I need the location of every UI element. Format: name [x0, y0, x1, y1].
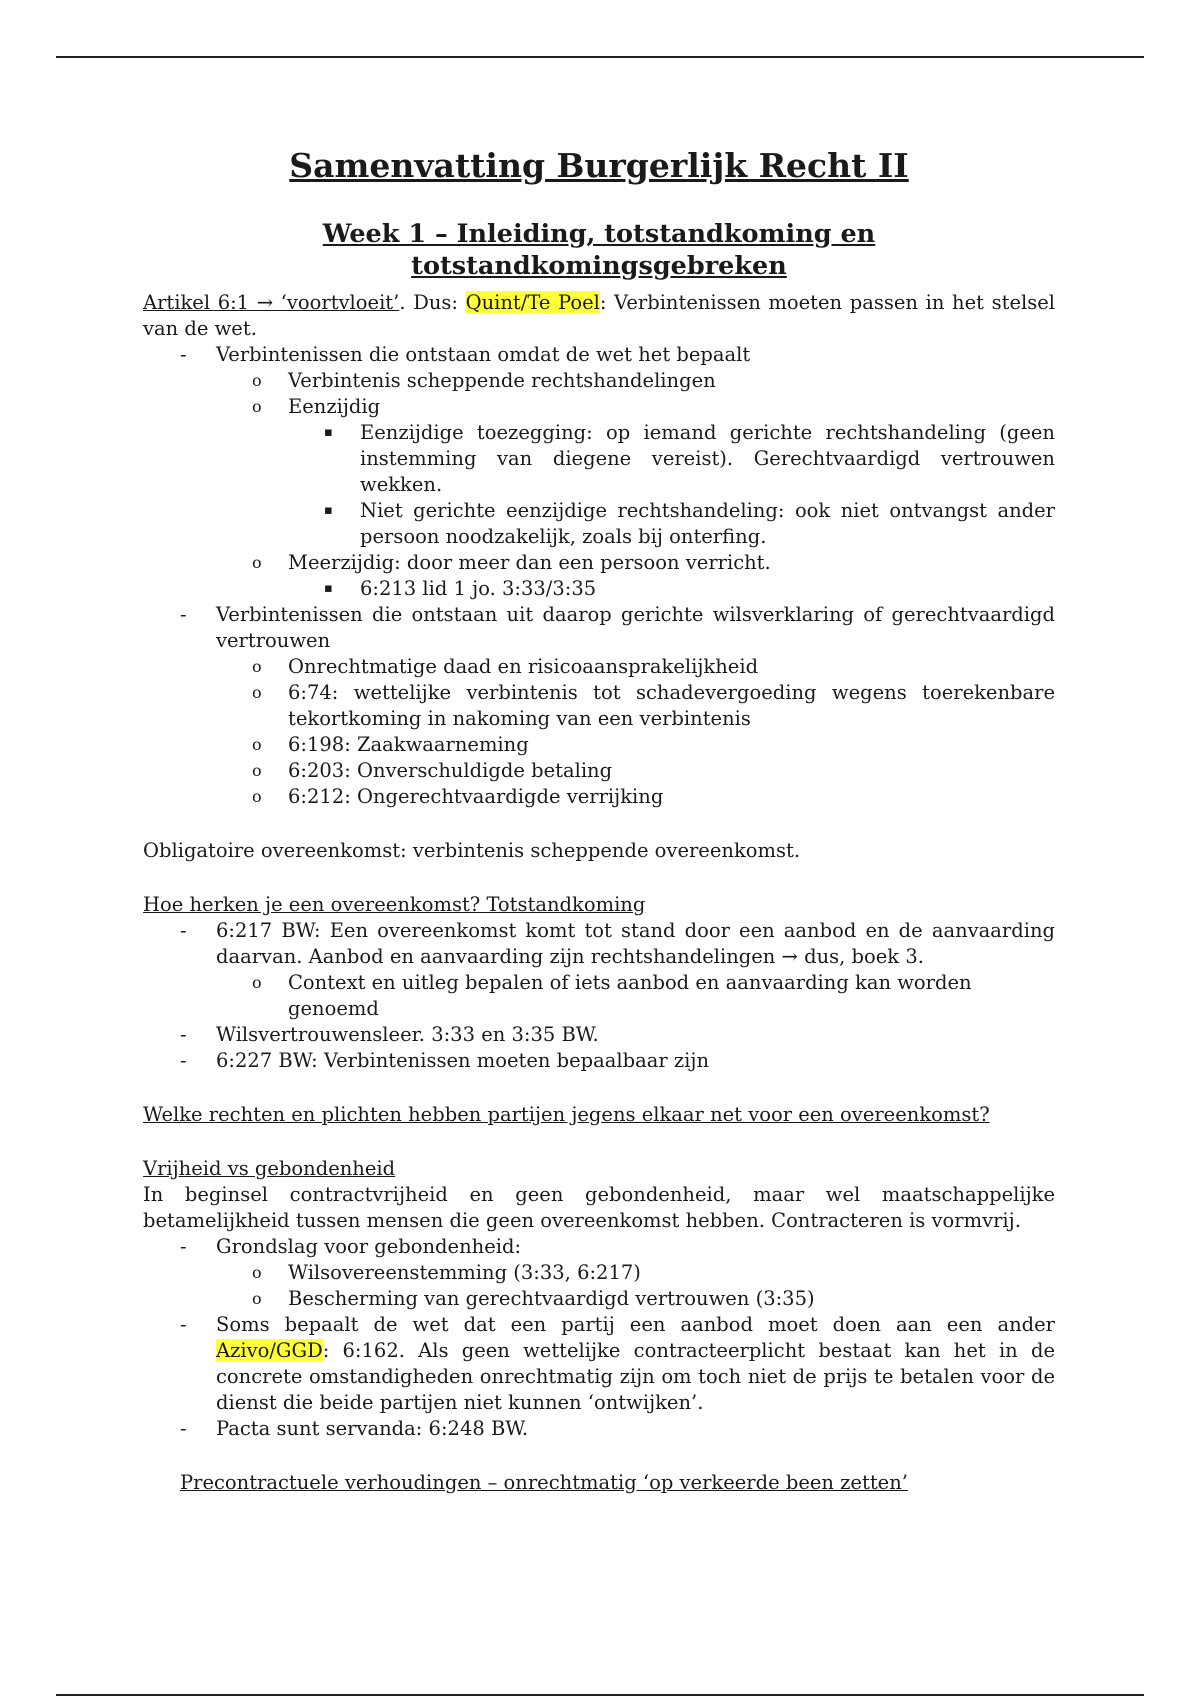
highlighted-case: Quint/Te Poel	[465, 291, 600, 314]
circle-bullet: o	[252, 553, 262, 572]
list-item: - Grondslag voor gebondenheid:	[180, 1235, 522, 1258]
document-title: Samenvatting Burgerlijk Recht II	[289, 146, 909, 185]
list-item: o Wilsovereenstemming (3:33, 6:217)	[252, 1261, 641, 1284]
subsection-heading: Precontractuele verhoudingen – onrechtmatig ‘op verkeerde been zetten’	[180, 1471, 908, 1494]
list-item: - Pacta sunt servanda: 6:248 BW.	[180, 1417, 529, 1440]
list-item: - Wilsvertrouwensleer. 3:33 en 3:35 BW.	[180, 1023, 599, 1046]
circle-bullet: o	[252, 371, 262, 390]
circle-bullet: o	[252, 1263, 262, 1282]
list-item: - Verbintenissen die ontstaan uit daarop gerichte wilsverklaring of gerechtvaardigd vertrouwen	[180, 603, 1055, 652]
square-bullet: ▪	[324, 581, 333, 596]
list-item: o Meerzijdig: door meer dan een persoon verricht.	[252, 551, 771, 574]
document-subtitle: Week 1 – Inleiding, totstandkoming en totstandkomingsgebreken	[322, 219, 876, 281]
dash-bullet: -	[180, 919, 187, 942]
dash-bullet: -	[180, 1235, 187, 1258]
dash-bullet: -	[180, 1023, 187, 1046]
list-item: o 6:198: Zaakwaarneming	[252, 733, 529, 756]
circle-bullet: o	[252, 735, 262, 754]
list-item: o Bescherming van gerechtvaardigd vertrouwen (3:35)	[252, 1287, 815, 1310]
intro-paragraph: Artikel 6:1 → ‘voortvloeit’. Dus: Quint/Te Poel: Verbintenissen moeten passen in het stelsel van de wet.	[143, 291, 1055, 340]
square-bullet: ▪	[324, 503, 333, 518]
circle-bullet: o	[252, 973, 262, 992]
list-item: - Soms bepaalt de wet dat een partij een aanbod moet doen aan een ander Azivo/GGD: 6:162. Als geen wettelijke contracteerplicht bestaat kan het in de concrete omstandigheden onrechtmatig zijn om toch niet de prijs te betalen voor de dienst die beide partijen niet kunnen ‘ontwijken’.	[180, 1313, 1055, 1414]
list-item: o 6:212: Ongerechtvaardigde verrijking	[252, 785, 664, 808]
list-item: o Eenzijdig	[252, 395, 381, 418]
section-heading: Hoe herken je een overeenkomst? Totstandkoming	[143, 893, 646, 916]
list-item: o Verbintenis scheppende rechtshandelingen	[252, 369, 716, 392]
dash-bullet: -	[180, 603, 187, 626]
top-rule	[56, 56, 1144, 58]
list-item: o Context en uitleg bepalen of iets aanbod en aanvaarding kan worden genoemd	[252, 971, 972, 1020]
list-item: ▪ Eenzijdige toezegging: op iemand gerichte rechtshandeling (geen instemming van diegene vereist). Gerechtvaardigd vertrouwen wekken.	[324, 421, 1055, 496]
circle-bullet: o	[252, 787, 262, 806]
dash-bullet: -	[180, 1417, 187, 1440]
highlighted-case: Azivo/GGD	[216, 1339, 323, 1362]
list-item: o 6:74: wettelijke verbintenis tot schadevergoeding wegens toerekenbare tekortkoming in nakoming van een verbintenis	[252, 681, 1055, 730]
list-item: o Onrechtmatige daad en risicoaansprakelijkheid	[252, 655, 759, 678]
circle-bullet: o	[252, 761, 262, 780]
circle-bullet: o	[252, 657, 262, 676]
circle-bullet: o	[252, 397, 262, 416]
article-reference: Artikel 6:1 → ‘voortvloeit’	[143, 291, 400, 314]
list-item: - 6:217 BW: Een overeenkomst komt tot stand door een aanbod en de aanvaarding daarvan. Aanbod en aanvaarding zijn rechtshandelingen → dus, boek 3.	[180, 919, 1055, 968]
circle-bullet: o	[252, 683, 262, 702]
list-item: - Verbintenissen die ontstaan omdat de wet het bepaalt	[180, 343, 751, 366]
dash-bullet: -	[180, 343, 187, 366]
bottom-rule	[56, 1694, 1144, 1696]
body-paragraph: In beginsel contractvrijheid en geen gebondenheid, maar wel maatschappelijke betamelijkheid tussen mensen die geen overeenkomst hebben. Contracteren is vormvrij.	[143, 1183, 1055, 1232]
square-bullet: ▪	[324, 425, 333, 440]
section-heading: Welke rechten en plichten hebben partijen jegens elkaar net voor een overeenkomst?	[143, 1103, 990, 1126]
list-item: - 6:227 BW: Verbintenissen moeten bepaalbaar zijn	[180, 1049, 710, 1072]
list-item: o 6:203: Onverschuldigde betaling	[252, 759, 613, 782]
circle-bullet: o	[252, 1289, 262, 1308]
section-heading: Vrijheid vs gebondenheid	[143, 1157, 396, 1180]
dash-bullet: -	[180, 1049, 187, 1072]
document-body	[143, 290, 1055, 1496]
dash-bullet: -	[180, 1313, 187, 1336]
list-item: ▪ 6:213 lid 1 jo. 3:33/3:35	[324, 577, 597, 600]
definition-paragraph: Obligatoire overeenkomst: verbintenis scheppende overeenkomst.	[143, 839, 801, 862]
list-item: ▪ Niet gerichte eenzijdige rechtshandeling: ook niet ontvangst ander persoon noodzakelijk, zoals bij onterfing.	[324, 499, 1055, 548]
